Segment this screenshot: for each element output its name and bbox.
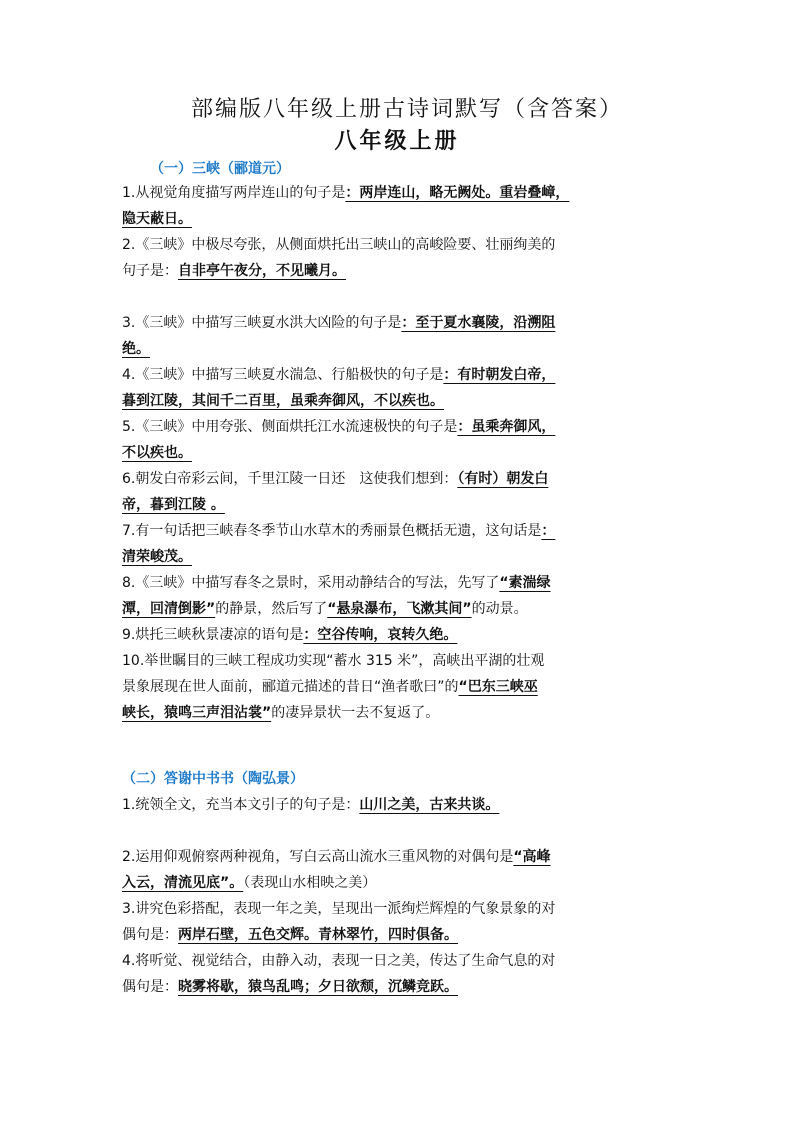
- question-line: [122, 440, 682, 466]
- answer: 山川之美，古来共谈。: [359, 797, 500, 813]
- section-dxszs-body: [122, 792, 682, 1000]
- question-line: [122, 518, 682, 544]
- question-line: [122, 974, 682, 1000]
- answer: 绝。: [122, 341, 150, 357]
- answer: 入云，清流见底”。: [122, 875, 244, 891]
- answer: “悬泉瀑布，飞漱其间”: [327, 601, 472, 617]
- answer: 晓雾将歇，猿鸟乱鸣；夕日欲颓，沉鳞竞跃。: [178, 979, 458, 995]
- answer: ：至于夏水襄陵，沿溯阻: [401, 315, 556, 331]
- page-subtitle: 八年级上册: [334, 128, 460, 154]
- text-span: 4.《三峡》中描写三峡夏水湍急、行船极快的句子是: [122, 367, 444, 383]
- question-line: [122, 674, 682, 700]
- text-span: 2.《三峡》中极尽夸张，从侧面烘托出三峡山的高峻险要、壮丽绚美的: [122, 237, 556, 253]
- question-line: [122, 844, 682, 870]
- answer: ：虽乘奔御风，: [457, 419, 556, 435]
- question-line: [122, 466, 682, 492]
- question-line: [122, 232, 682, 258]
- text-span: 10.举世瞩目的三峡工程成功实现“蓄水 315 米”，高峡出平湖的壮观: [122, 653, 545, 669]
- text-span: 6.朝发白帝彩云间，千里江陵一日还 这使我们想到：: [122, 471, 458, 487]
- text-span: 1.从视觉角度描写两岸连山的句子是: [122, 185, 346, 201]
- answer: “素湍绿: [499, 575, 551, 591]
- answer: “高峰: [513, 849, 551, 865]
- text-span: 2.运用仰观俯察两种视角，写白云高山流水三重风物的对偶句是: [122, 849, 514, 865]
- answer: （有时）朝发白: [457, 471, 549, 487]
- question-line: [122, 310, 682, 336]
- answer: 潭，回清倒影”: [122, 601, 216, 617]
- text-span: 4.将听觉、视觉结合，由静入动，表现一日之美，传达了生命气息的对: [122, 953, 556, 969]
- text-span: 1.统领全文，充当本文引子的句子是：: [122, 797, 360, 813]
- answer: 隐天蔽日。: [122, 211, 192, 227]
- spacer: [122, 284, 682, 310]
- text-span: 的凄异景状一去不复返了。: [271, 705, 440, 721]
- page-title: 部编版八年级上册古诗词默写（含答案）: [190, 97, 623, 122]
- answer: ：有时朝发白帝，: [443, 367, 556, 383]
- text-span: 偶句是：: [122, 927, 178, 943]
- text-span: 5.《三峡》中用夸张、侧面烘托江水流速极快的句子是: [122, 419, 458, 435]
- question-line: [122, 414, 682, 440]
- question-line: [122, 596, 682, 622]
- text-span: 偶句是：: [122, 979, 178, 995]
- question-line: [122, 792, 682, 818]
- question-line: [122, 258, 682, 284]
- text-span: 9.烘托三峡秋景凄凉的语句是: [122, 627, 304, 643]
- answer: ：空谷传响，哀转久绝。: [303, 627, 458, 643]
- section-sanxia-body: [122, 180, 682, 726]
- answer: ：: [541, 523, 556, 539]
- question-line: [122, 870, 682, 896]
- question-line: [122, 492, 682, 518]
- answer: 自非亭午夜分，不见曦月。: [178, 263, 346, 279]
- question-line: [122, 362, 682, 388]
- question-line: [122, 922, 682, 948]
- question-line: [122, 206, 682, 232]
- answer: 两岸石壁，五色交辉。青林翠竹，四时俱备。: [178, 927, 458, 943]
- text-span: 的静景，然后写了: [215, 601, 328, 617]
- section-heading-dxszs: （二）答谢中书书（陶弘景）: [122, 771, 304, 787]
- text-span: 3.讲究色彩搭配，表现一年之美，呈现出一派绚烂辉煌的气象景象的对: [122, 901, 556, 917]
- answer: 清荣峻茂。: [122, 549, 192, 565]
- question-line: [122, 700, 682, 726]
- text-span: 8.《三峡》中描写春冬之景时，采用动静结合的写法，先写了: [122, 575, 500, 591]
- spacer: [122, 818, 682, 844]
- question-line: [122, 896, 682, 922]
- answer: “巴东三峡巫: [458, 679, 538, 695]
- question-line: [122, 388, 682, 414]
- question-line: [122, 570, 682, 596]
- question-line: [122, 544, 682, 570]
- question-line: [122, 648, 682, 674]
- text-span: 句子是：: [122, 263, 178, 279]
- answer: ：两岸连山，略无阙处。重岩叠嶂，: [345, 185, 570, 201]
- question-line: [122, 336, 682, 362]
- answer: 暮到江陵，其间千二百里，虽乘奔御风，不以疾也。: [122, 393, 444, 409]
- answer: 峡长，猿鸣三声泪沾裳”: [122, 705, 272, 721]
- answer: 不以疾也。: [122, 445, 192, 461]
- text-span: 7.有一句话把三峡春冬季节山水草木的秀丽景色概括无遗，这句话是: [122, 523, 542, 539]
- question-line: [122, 180, 682, 206]
- text-span: 景象展现在世人面前，郦道元描述的昔日“渔者歌曰”的: [122, 679, 459, 695]
- question-line: [122, 622, 682, 648]
- section-heading-sanxia: （一）三峡（郦道元）: [150, 161, 290, 177]
- answer: 帝，暮到江陵 。: [122, 497, 225, 513]
- text-span: 的动景。: [471, 601, 528, 617]
- question-line: [122, 948, 682, 974]
- text-span: （表现山水相映之美）: [243, 875, 377, 891]
- text-span: 3.《三峡》中描写三峡夏水洪大凶险的句子是: [122, 315, 402, 331]
